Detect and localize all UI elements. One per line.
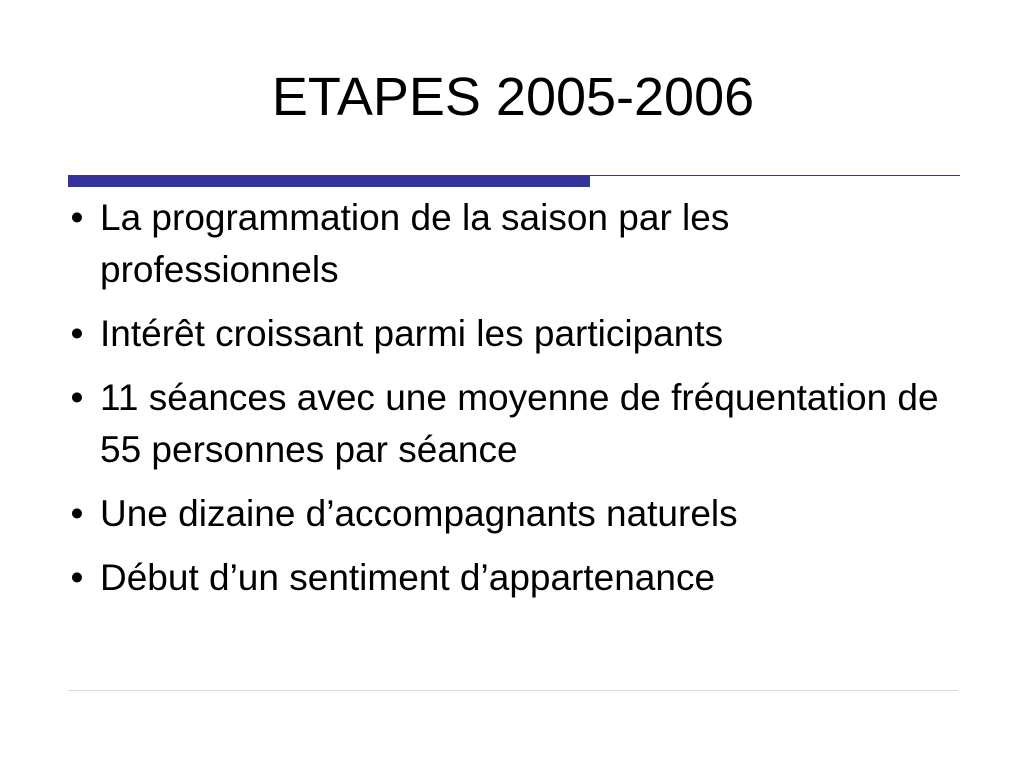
bullet-item (62, 552, 942, 604)
slide-title: ETAPES 2005-2006 (271, 67, 755, 127)
bullet-item (62, 308, 942, 360)
bullet-icon: • (70, 197, 84, 238)
bullet-icon: • (70, 313, 84, 354)
bullet-text: 11 séances avec une moyenne de fréquentation de 55 personnes par séance (100, 377, 939, 470)
bullet-item (62, 192, 942, 296)
bullet-item (62, 488, 942, 540)
title-underline-thick (68, 175, 590, 187)
bullet-text: Début d’un sentiment d’appartenance (100, 557, 716, 598)
bullet-icon: • (70, 493, 84, 534)
bullet-icon: • (70, 377, 84, 418)
bullet-list (62, 192, 942, 616)
bullet-icon: • (70, 557, 84, 598)
footer-rule (68, 690, 958, 691)
bullet-text: Une dizaine d’accompagnants naturels (100, 493, 738, 534)
bullet-text: La programmation de la saison par les professionnels (100, 197, 730, 290)
title-underline-thin (590, 175, 960, 176)
bullet-text: Intérêt croissant parmi les participants (100, 313, 724, 354)
bullet-item (62, 372, 942, 476)
